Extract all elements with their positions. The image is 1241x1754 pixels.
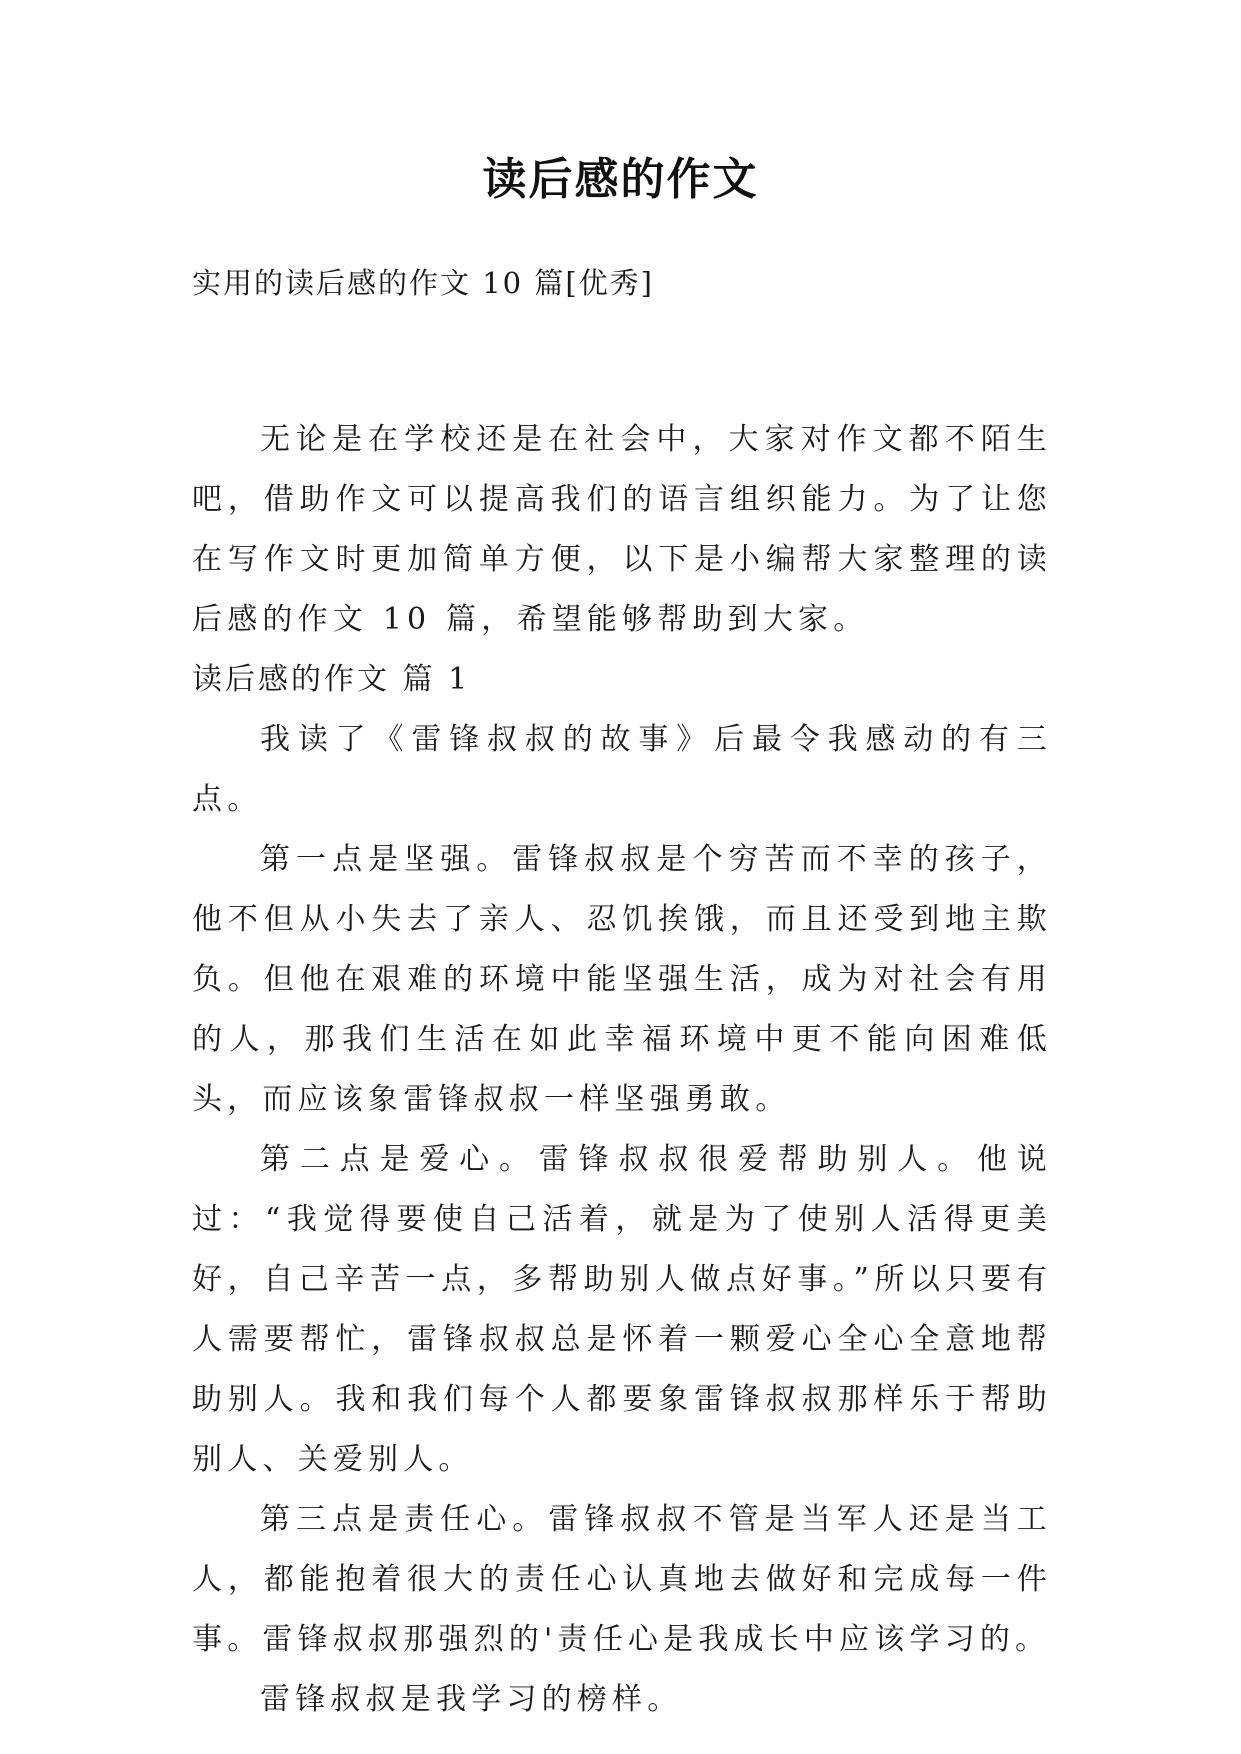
document-body — [192, 410, 1052, 1730]
body-paragraph-5: 雷锋叔叔是我学习的榜样。 — [260, 1682, 683, 1717]
document-title: 读后感的作文 — [482, 154, 759, 205]
document-subtitle: 实用的读后感的作文 10 篇[优秀] — [192, 266, 654, 300]
body-paragraph-2: 第一点是坚强。雷锋叔叔是个穷苦而不幸的孩子，他不但从小失去了亲人、忍饥挨饿，而且还受到地主欺负。但他在艰难的环境中能坚强生活，成为对社会有用的人，那我们生活在如此幸福环境中更不能向困难低头，而应该象雷锋叔叔一样坚强勇敢。 — [192, 842, 1052, 1117]
intro-paragraph: 无论是在学校还是在社会中，大家对作文都不陌生吧，借助作文可以提高我们的语言组织能力。为了让您在写作文时更加简单方便，以下是小编帮大家整理的读后感的作文 10 篇，希望能够帮助到大家。 — [192, 422, 1052, 637]
section-heading: 读后感的作文 篇 1 — [192, 662, 471, 697]
body-paragraph-3: 第二点是爱心。雷锋叔叔很爱帮助别人。他说过：“我觉得要使自己活着，就是为了使别人活得更美好，自己辛苦一点，多帮助别人做点好事。”所以只要有人需要帮忙，雷锋叔叔总是怀着一颗爱心全心全意地帮助别人。我和我们每个人都要象雷锋叔叔那样乐于帮助别人、关爱别人。 — [192, 1142, 1052, 1477]
body-paragraph-1: 我读了《雷锋叔叔的故事》后最令我感动的有三点。 — [192, 722, 1052, 817]
body-paragraph-4: 第三点是责任心。雷锋叔叔不管是当军人还是当工人，都能抱着很大的责任心认真地去做好和完成每一件事。雷锋叔叔那强烈的'责任心是我成长中应该学习的。 — [192, 1502, 1052, 1657]
